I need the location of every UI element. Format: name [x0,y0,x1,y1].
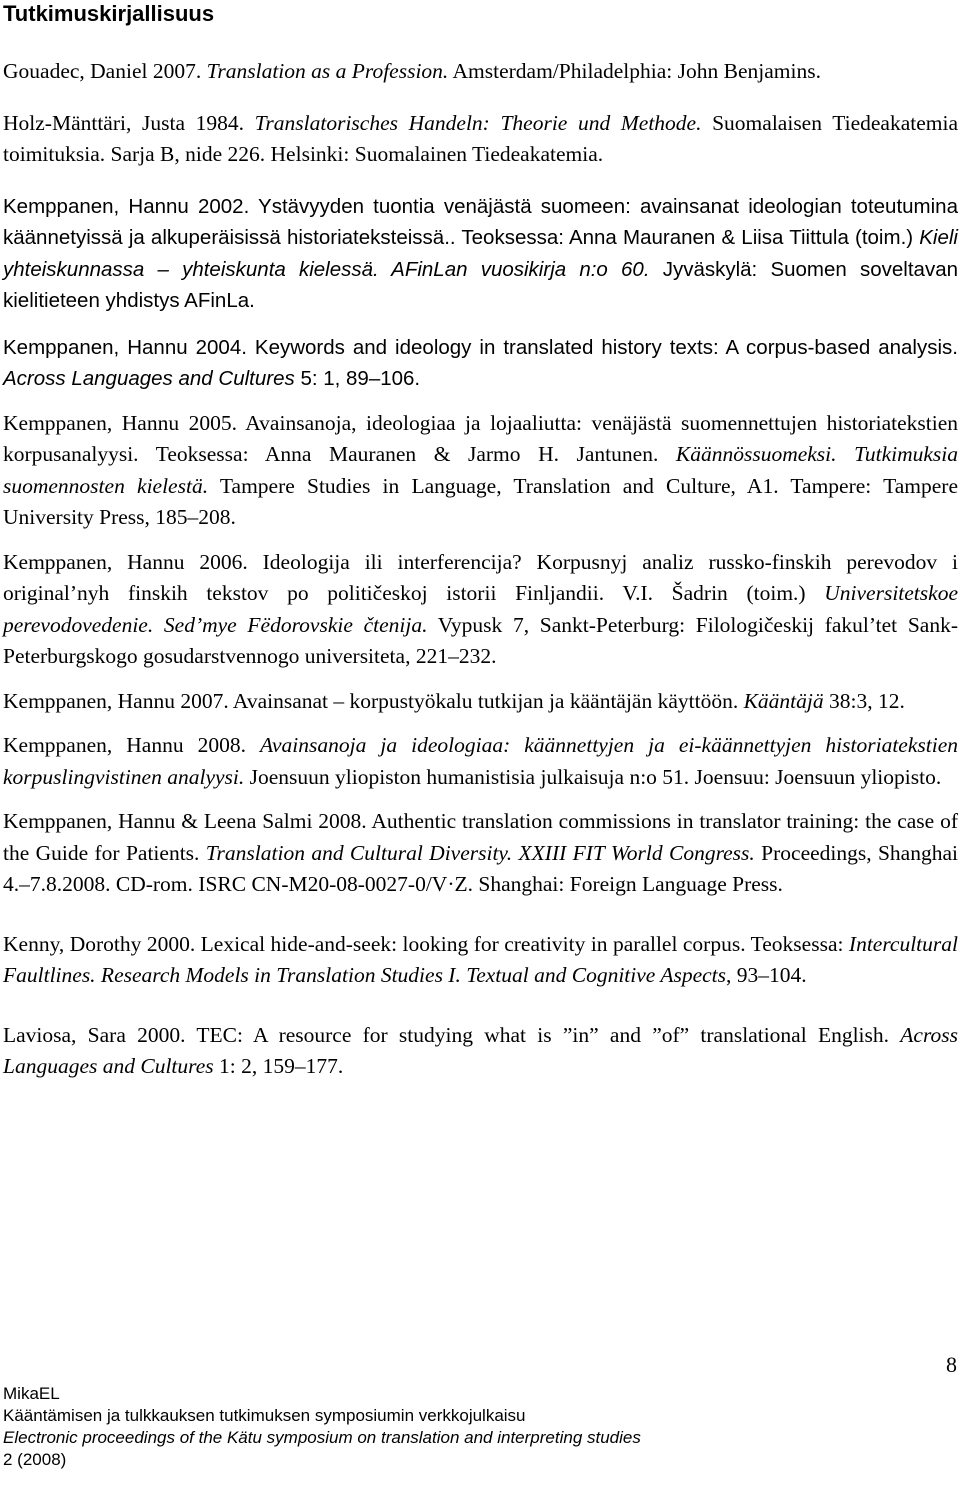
reference-text: Kemppanen, Hannu 2008. [3,733,261,757]
reference-text: Kemppanen, Hannu & Leena Salmi 2008. Authentic translation commissions in translator training: the case of the Guide for Patients. [3,809,958,865]
reference-text: Kemppanen, Hannu 2005. Avainsanoja, ideologiaa ja lojaaliutta: venäjästä suomennettujen historiatekstien korpusanalyysi. Teoksessa: Anna Mauranen & Jarmo H. Jantunen. [3,410,958,466]
footer-finnish-subtitle: Kääntämisen ja tulkkauksen tutkimuksen symposiumin verkkojulkaisu [3,1406,526,1425]
reference-kemppanen-2008 [3,730,958,793]
reference-title-italic: Kieli yhteiskunnassa – yhteiskunta kielessä. AFinLan vuosikirja n:o 60. [3,226,958,281]
reference-text: Jyväskylä: Suomen soveltavan kielitieteen yhdistys AFinLa. [3,257,958,312]
reference-text: Holz-Mänttäri, Justa 1984. [3,110,255,135]
reference-title-italic: Translation and Cultural Diversity. XXIII FIT World Congress. [205,840,755,865]
footer-issue: 2 (2008) [3,1450,67,1469]
reference-kemppanen-2007 [3,686,958,718]
reference-text: Gouadec, Daniel 2007. [3,59,207,83]
reference-text: Tampere Studies in Language, Translation and Culture, A1. Tampere: Tampere University Press, 185–208. [3,473,958,529]
reference-laviosa-2000 [3,1020,958,1083]
reference-title-italic: Translation as a Profession. [206,59,449,83]
reference-kenny-2000 [3,929,958,992]
reference-holz-manttari [3,108,958,171]
reference-text: Kemppanen, Hannu 2006. Ideologija ili interferencija? Korpusnyj analiz russko-finskih perevodov i original’nyh finskih tekstov po političeskoj istorii Finljandii. V.I. Šadrin (toim.) [3,549,958,605]
reference-text: Joensuun yliopiston humanistisia julkaisuja n:o 51. Joensuu: Joensuun yliopisto. [244,764,942,789]
reference-title-italic: Avainsanoja ja ideologiaa: käännettyjen ja ei-käännettyjen historiatekstien korpuslingvistinen analyysi. [3,733,958,789]
footer-publication-name: MikaEL [3,1384,60,1403]
reference-text: Kemppanen, Hannu 2007. Avainsanat – korpustyökalu tutkijan ja kääntäjän käyttöön. [3,688,744,713]
reference-text: 38:3, 12. [823,688,905,713]
reference-kemppanen-salmi-2008 [3,806,958,901]
reference-kemppanen-2002 [3,191,958,317]
footer-english-subtitle: Electronic proceedings of the Kätu symposium on translation and interpreting studies [3,1428,641,1447]
reference-text: Kemppanen, Hannu 2002. Ystävyyden tuontia venäjästä suomeen: avainsanat ideologian toteutumina käännetyissä ja alkuperäisissä historiateksteissä.. Teoksessa: Anna Mauranen & Liisa Tiittula (toim.) [3,194,958,249]
reference-kemppanen-2006 [3,547,958,673]
reference-title-italic: Translatorisches Handeln: Theorie und Methode. [254,110,702,135]
reference-kemppanen-2005 [3,408,958,534]
reference-title-italic: Käännössuomeksi. Tutkimuksia suomennosten kielestä. [3,442,958,498]
reference-text: Kemppanen, Hannu 2004. Keywords and ideology in translated history texts: A corpus-based analysis. [3,335,958,359]
reference-text: Vypusk 7, Sankt-Peterburg: Filologičeskij fakul’tet Sank-Peterburgskogo gosudarstvennogo universiteta, 221–232. [3,612,958,668]
reference-title-italic: Across Languages and Cultures [3,1022,958,1078]
reference-text: 5: 1, 89–106. [294,367,421,390]
reference-text: Amsterdam/Philadelphia: John Benjamins. [448,59,821,83]
reference-title-italic: Kääntäjä [743,688,824,713]
page-number: 8 [946,1352,957,1377]
reference-kemppanen-2004 [3,332,958,395]
publication-footer [3,1383,641,1471]
reference-gouadec [3,56,958,88]
reference-title-italic: Across Languages and Cultures [3,367,295,390]
reference-text: Proceedings, Shanghai 4.–7.8.2008. CD-rom. ISRC CN-M20-08-0027-0/V·Z. Shanghai: Foreign Language Press. [3,840,958,896]
reference-text: Laviosa, Sara 2000. TEC: A resource for studying what is ”in” and ”of” translational English. [3,1022,901,1047]
reference-text: Suomalaisen Tiedeakatemia toimituksia. Sarja B, nide 226. Helsinki: Suomalainen Tiedeakatemia. [3,110,958,166]
reference-text: Kenny, Dorothy 2000. Lexical hide-and-seek: looking for creativity in parallel corpus. Teoksessa: [3,931,849,956]
reference-list [3,56,958,1083]
reference-title-italic: Universitetskoe perevodovedenie. Sed’mye Fëdorovskie čtenija. [3,581,958,637]
reference-text: , 93–104. [726,963,807,987]
reference-text: 1: 2, 159–177. [213,1054,344,1078]
section-heading: Tutkimuskirjallisuus [3,1,215,26]
reference-title-italic: Intercultural Faultlines. Research Models in Translation Studies I. Textual and Cognitive Aspects [3,931,958,987]
